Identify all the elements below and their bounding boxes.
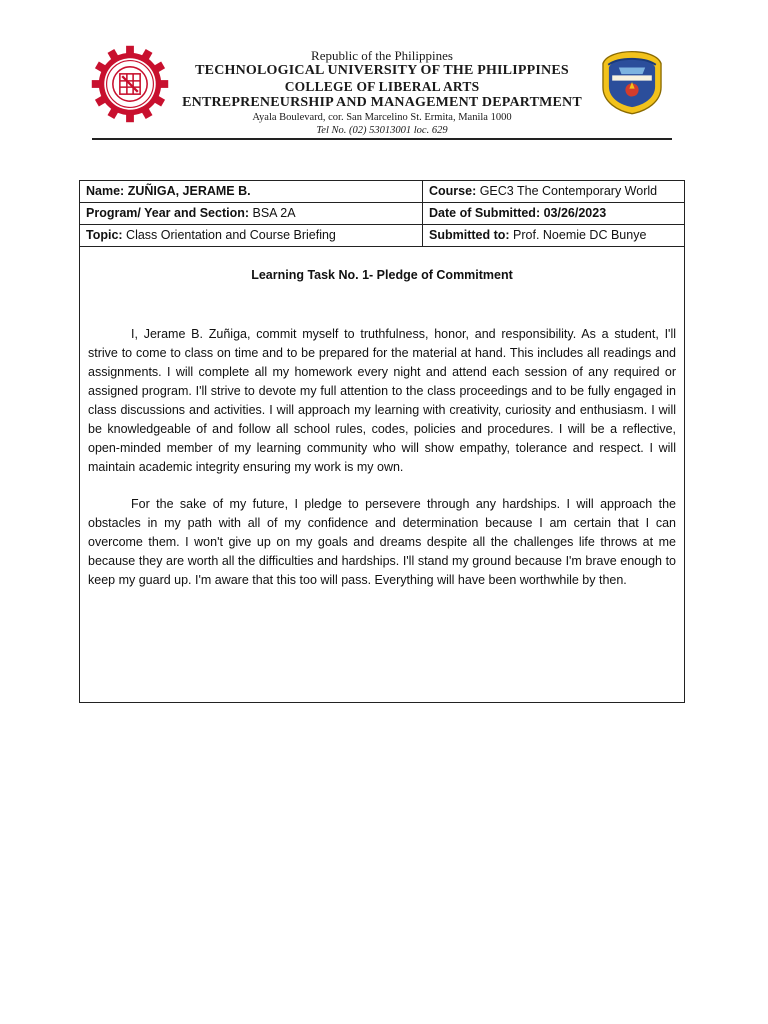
telephone-line: Tel No. (02) 53013001 loc. 629 bbox=[316, 125, 448, 136]
name-value: ZUÑIGA, JERAME B. bbox=[127, 184, 251, 198]
address-line: Ayala Boulevard, cor. San Marcelino St. Ermita, Manila 1000 bbox=[252, 112, 512, 123]
topic-cell bbox=[80, 225, 423, 246]
department-name: ENTREPRENEURSHIP AND MANAGEMENT DEPARTMENT bbox=[182, 95, 582, 110]
date-cell bbox=[423, 203, 684, 224]
letterhead bbox=[0, 0, 768, 145]
submitted-label: Submitted to: bbox=[429, 228, 514, 242]
date-label: Date of Submitted: bbox=[429, 206, 544, 220]
course-cell bbox=[423, 181, 684, 202]
program-cell bbox=[80, 203, 423, 224]
name-label: Name: bbox=[86, 184, 128, 198]
form-row-topic-submitted bbox=[80, 225, 684, 247]
form-row-name-course bbox=[80, 181, 684, 203]
program-value: BSA 2A bbox=[252, 206, 296, 220]
form-row-program-date bbox=[80, 203, 684, 225]
college-name: COLLEGE OF LIBERAL ARTS bbox=[284, 79, 480, 94]
topic-value: Class Orientation and Course Briefing bbox=[126, 228, 336, 242]
letterhead-text bbox=[172, 48, 592, 137]
university-name: TECHNOLOGICAL UNIVERSITY OF THE PHILIPPINES bbox=[195, 63, 569, 78]
republic-line: Republic of the Philippines bbox=[311, 48, 453, 63]
header-divider bbox=[92, 138, 672, 140]
cla-shield-logo-icon bbox=[598, 49, 666, 115]
date-value: 03/26/2023 bbox=[543, 206, 607, 220]
course-value: GEC3 The Contemporary World bbox=[479, 184, 658, 198]
course-label: Course: bbox=[429, 184, 480, 198]
name-cell bbox=[80, 181, 423, 202]
submitted-value: Prof. Noemie DC Bunye bbox=[513, 228, 647, 242]
tup-seal-gear-logo-icon bbox=[89, 45, 171, 123]
submitted-cell bbox=[423, 225, 684, 246]
program-label: Program/ Year and Section: bbox=[86, 206, 253, 220]
assignment-form bbox=[79, 180, 685, 703]
task-title: Learning Task No. 1- Pledge of Commitment bbox=[251, 268, 513, 282]
pledge-paragraph-2: For the sake of my future, I pledge to persevere through any hardships. I will approach the obstacles in my path with all of my confidence and determination because I am certain that I can overcome them. I won't give up on my goals and dreams despite all the challenges life throws at me because they are worth all the difficulties and hardships. I'll stand my ground because I'm brave enough to keep my guard up. I'm aware that this too will pass. Everything will have been worthwhile by then. bbox=[88, 497, 676, 587]
pledge-paragraph-1: I, Jerame B. Zuñiga, commit myself to truthfulness, honor, and responsibility. As a student, I'll strive to come to class on time and to be prepared for the material at hand. This includes all readings and assignments. I will complete all my homework every night and attend each session of any required or assigned program. I'll strive to devote my full attention to the class proceedings and to be fully engaged in class discussions and activities. I will approach my learning with creativity, curiosity and enthusiasm. I will be knowledgeable of and follow all school rules, codes, policies and procedures. I will be a reflective, open-minded member of my learning community who will show empathy, tolerance and respect. I will maintain academic integrity ensuring my work is my own. bbox=[88, 327, 676, 474]
topic-label: Topic: bbox=[86, 228, 127, 242]
